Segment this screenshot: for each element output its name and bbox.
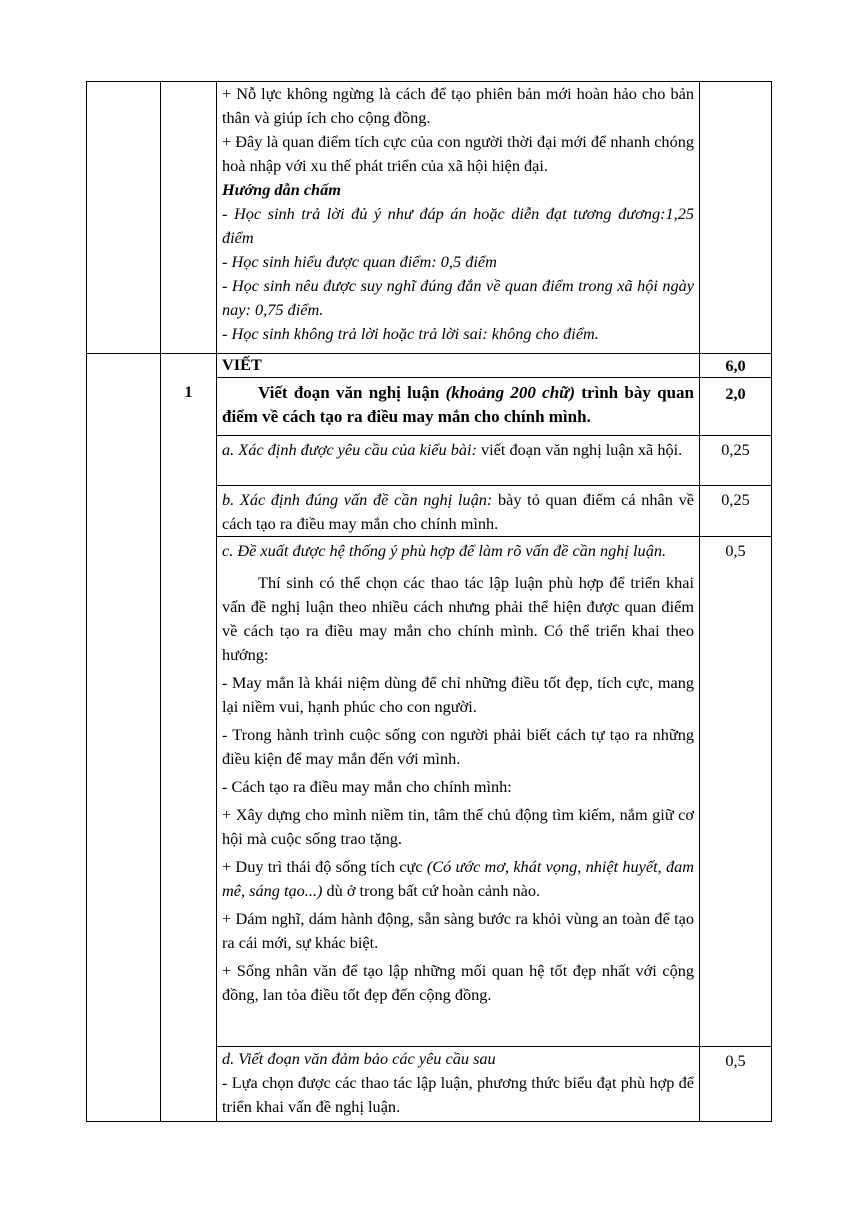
section-score-cell [700, 354, 772, 378]
section-title: VIẾT [222, 355, 262, 374]
criterion-a-text: viết đoạn văn nghị luận xã hội. [476, 440, 683, 459]
section-title-cell [217, 354, 700, 378]
criterion-c-score-cell [700, 537, 772, 1047]
criterion-d-score: 0,5 [725, 1051, 746, 1070]
answer-content [217, 82, 700, 354]
criterion-d-cell [217, 1047, 700, 1122]
criterion-b-score: 0,25 [721, 490, 750, 509]
criterion-b-cell [217, 486, 700, 537]
question-number-cell [161, 378, 217, 1122]
guide-line: - Học sinh nêu được suy nghĩ đúng đắn về quan điểm trong xã hội ngày nay: 0,75 điểm. [222, 276, 694, 319]
criterion-b-text: bày tỏ quan điểm cá nhân về cách tạo ra điều may mắn cho chính mình. [222, 490, 694, 533]
criterion-a-label: a. Xác định được yêu cầu của kiểu bài: [222, 440, 477, 459]
prompt-text: trình bày quan điểm về cách tạo ra điều may mắn cho chính mình. [222, 383, 694, 426]
question-score: 2,0 [725, 384, 746, 403]
cell-question [161, 82, 217, 354]
guide-line: - Học sinh hiểu được quan điểm: 0,5 điểm [222, 252, 497, 271]
guide-title: Hướng dẫn chấm [222, 180, 341, 199]
point-text: dù ở trong bất cứ hoàn cảnh nào. [322, 881, 541, 900]
answer-line: + Đây là quan điểm tích cực của con người thời đại mới để nhanh chóng hoà nhập với xu thế phát triển của xã hội hiện đại. [222, 132, 694, 175]
criterion-d-score-cell [700, 1047, 772, 1122]
criterion-b-score-cell [700, 486, 772, 537]
guide-line: - Học sinh trả lời đủ ý như đáp án hoặc diễn đạt tương đương:1,25 điểm [222, 204, 694, 247]
criterion-d-label: d. Viết đoạn văn đảm bảo các yêu cầu sau [222, 1049, 496, 1068]
criterion-a-score-cell [700, 436, 772, 486]
cell-part [87, 82, 161, 354]
section-score: 6,0 [725, 356, 746, 375]
criterion-a-cell [217, 436, 700, 486]
question-number: 1 [184, 381, 193, 401]
criterion-c-point: + Xây dựng cho mình niềm tin, tâm thế chủ động tìm kiếm, nắm giữ cơ hội mà cuộc sống trao tặng. [222, 805, 694, 848]
criterion-c-score: 0,5 [725, 541, 746, 560]
criterion-c-point [222, 855, 694, 903]
criterion-c-intro: Thí sinh có thể chọn các thao tác lập luận phù hợp để triển khai vấn đề nghị luận theo nhiều cách nhưng phải thể hiện được quan điểm về cách tạo ra điều may mắn cho chính mình. Có thể triển khai theo hướng: [222, 573, 694, 664]
answer-line: + Nỗ lực không ngừng là cách để tạo phiên bản mới hoàn hảo cho bản thân và giúp ích cho cộng đồng. [222, 84, 694, 127]
question-score-cell [700, 378, 772, 436]
criterion-b-label: b. Xác định đúng vấn đề cần nghị luận: [222, 490, 493, 509]
criterion-c-point: + Dám nghĩ, dám hành động, sẵn sàng bước ra khỏi vùng an toàn để tạo ra cái mới, sự khác biệt. [222, 909, 694, 952]
point-text: + Duy trì thái độ sống tích cực [222, 857, 427, 876]
question-prompt [217, 378, 699, 429]
table-row [87, 378, 772, 436]
guide-line: - Học sinh không trả lời hoặc trả lời sai: không cho điểm. [222, 324, 599, 343]
criterion-c-point: - May mắn là khái niệm dùng để chỉ những điều tốt đẹp, tích cực, mang lại niềm vui, hạnh phúc cho con người. [222, 673, 694, 716]
criterion-c-point: - Cách tạo ra điều may mắn cho chính mình: [222, 777, 512, 796]
criterion-a-score: 0,25 [721, 440, 750, 459]
prompt-length: (khoảng 200 chữ) [445, 383, 576, 402]
criterion-c-label: c. Đề xuất được hệ thống ý phù hợp để làm rõ vấn đề cần nghị luận. [222, 541, 667, 560]
point-example: (Có ước mơ, khát vọng, nhiệt huyết, đam mê, sáng tạo...) [222, 857, 694, 900]
grading-table [86, 81, 772, 1122]
cell-question [161, 354, 217, 378]
criterion-d-text: - Lựa chọn được các thao tác lập luận, phương thức biểu đạt phù hợp để triển khai vấn đề nghị luận. [222, 1073, 694, 1116]
criterion-c-point: + Sống nhân văn để tạo lập những mối quan hệ tốt đẹp nhất với cộng đồng, lan tỏa điều tốt đẹp đến cộng đồng. [222, 961, 694, 1004]
question-prompt-cell [217, 378, 700, 436]
table-row [87, 82, 772, 354]
cell-part [87, 354, 161, 1122]
prompt-text: Viết đoạn văn nghị luận [258, 383, 446, 402]
criterion-c-cell [217, 537, 700, 1047]
criterion-c-point: - Trong hành trình cuộc sống con người phải biết cách tự tạo ra những điều kiện để may mắn đến với mình. [222, 725, 694, 768]
cell-score [700, 82, 772, 354]
table-row [87, 354, 772, 378]
